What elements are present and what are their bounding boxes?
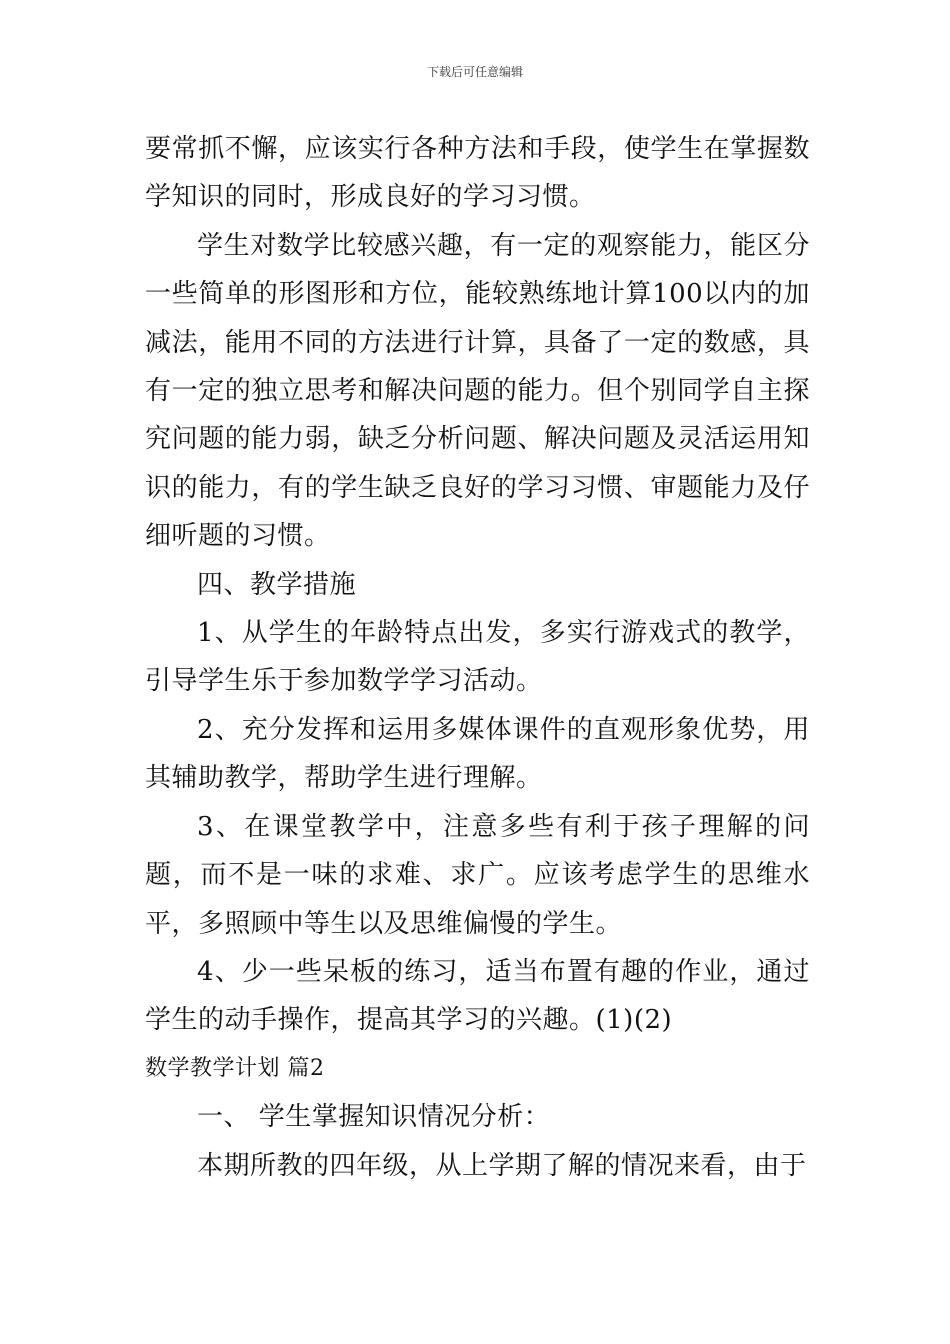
document-body — [145, 125, 810, 1190]
section-title-plan-2: 数学教学计划 篇2 — [145, 1055, 325, 1081]
measure-item-1: 1、从学生的年龄特点出发，多实行游戏式的教学，引导学生乐于参加数学学习活动。 — [145, 618, 810, 697]
page-header: 下载后可任意编辑 — [426, 65, 523, 79]
measure-item-2: 2、充分发挥和运用多媒体课件的直观形象优势，用其辅助教学，帮助学生进行理解。 — [145, 714, 810, 794]
measure-item-4: 4、少一些呆板的练习，适当布置有趣的作业，通过学生的动手操作，提高其学习的兴趣。(1)(2) — [145, 956, 810, 1036]
measure-item-3: 3、在课堂教学中，注意多些有利于孩子理解的问题，而不是一味的求难、求广。应该考虑学生的思维水平，多照顾中等生以及思维偏慢的学生。 — [145, 811, 810, 939]
subheading-knowledge-analysis: 一、 学生掌握知识情况分析： — [197, 1102, 551, 1133]
paragraph-student-analysis: 学生对数学比较感兴趣，有一定的观察能力，能区分一些简单的形图形和方位，能较熟练地计算100以内的加减法，能用不同的方法进行计算，具备了一定的数感，具有一定的独立思考和解决问题的能力。但个别同学自主探究问题的能力弱，缺乏分析问题、解决问题及灵活运用知识的能力，有的学生缺乏良好的学习习惯、审题能力及仔细听题的习惯。 — [145, 230, 810, 552]
paragraph-grade-four-intro: 本期所教的四年级，从上学期了解的情况来看，由于 — [197, 1150, 807, 1181]
section-heading-teaching-measures: 四、教学措施 — [197, 569, 357, 600]
paragraph-continuation: 要常抓不懈，应该实行各种方法和手段，使学生在掌握数学知识的同时，形成良好的学习习惯。 — [145, 134, 810, 213]
